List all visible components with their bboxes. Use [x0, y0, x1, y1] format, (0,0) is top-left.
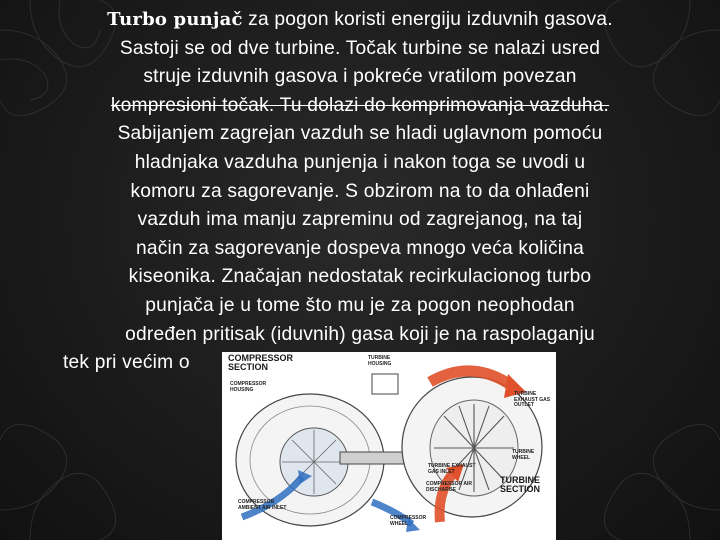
text-line: Sabijanjem zagrejan vazduh se hladi uglavnom pomoću	[117, 123, 603, 145]
text-line: određen pritisak (iduvnih) gasa koji je na raspolaganju	[125, 323, 595, 345]
corner-ornament	[570, 390, 720, 540]
compressor-air-discharge-label: COMPRESSOR AIR DISCHARGE	[426, 481, 472, 493]
corner-ornament	[0, 390, 150, 540]
text-line: punjača je u tome što mu je za pogon neophodan	[145, 294, 575, 316]
turbocharger-diagram	[222, 352, 556, 540]
compressor-ambient-air-inlet-label: COMPRESSOR AMBIENT AIR INLET	[238, 499, 287, 511]
turbine-exhaust-gas-inlet-label: TURBINE EXHAUST GAS INLET	[428, 463, 476, 475]
turbine-exhaust-gas-outlet-label: TURBINE EXHAUST GAS OUTLET	[514, 391, 551, 408]
text-line: komoru za sagorevanje. S obzirom na to da ohlađeni	[130, 180, 590, 202]
text-line: struje izduvnih gasova i pokreće vratilom povezan	[143, 66, 577, 88]
turbine-section-label: TURBINE SECTION	[500, 475, 541, 494]
text-line: tek pri većim o	[63, 352, 190, 374]
text-line: hladnjaka vazduha punjenja i nakon toga se uvodi u	[134, 151, 586, 173]
turbine-housing-label: TURBINE HOUSING	[368, 355, 392, 367]
compressor-wheel-label: COMPRESSOR WHEEL	[390, 515, 427, 527]
body-paragraph	[12, 6, 708, 378]
turbocharger-illustration	[222, 352, 556, 540]
text-line: Sastoji se od dve turbine. Točak turbine se nalazi usred	[119, 37, 601, 59]
text-line: način za sagorevanje dospeva mnogo veća količina	[136, 237, 584, 259]
text-line: vazduh ima manju zapreminu od zagrejanog, na taj	[137, 209, 583, 231]
lead-term: Turbo punjač	[107, 9, 243, 30]
compressor-housing-label: COMPRESSOR HOUSING	[230, 381, 267, 393]
turbine-wheel-label: TURBINE WHEEL	[512, 449, 535, 461]
compressor-section-label: COMPRESSOR SECTION	[228, 353, 294, 372]
text-line: kompresioni točak. Tu dolazi do komprimovanja vazduha.	[110, 94, 610, 116]
text-line: kiseonika. Značajan nedostatak recirkulacionog turbo	[128, 266, 592, 288]
text-line: Turbo punjač za pogon koristi energiju izduvnih gasova.	[107, 9, 613, 30]
